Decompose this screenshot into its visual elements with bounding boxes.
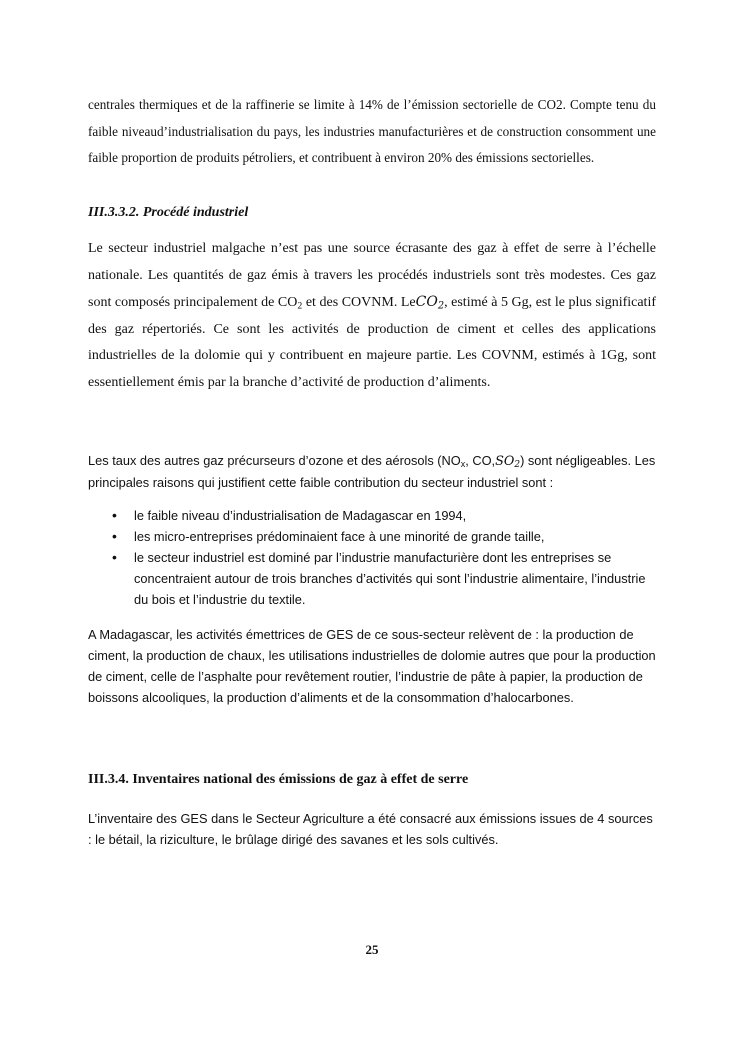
text-fragment: Le secteur industriel malgache n’est pas une source écrasante des gaz à effet de serre à l’échelle nationale. Les quantités de gaz émis à travers les procédés industriels sont très modestes. Ces gaz sont composés principalement de CO bbox=[88, 241, 656, 311]
math-co2 bbox=[416, 294, 444, 310]
paragraph-emissions-sectorielles: centrales thermiques et de la raffinerie se limite à 14% de l’émission sectorielle de CO2. Compte tenu du faible niveaud’industrialisation du pays, les industries manufacturières et de construction consomment une faible proportion de produits pétroliers, et contribuent à environ 20% des émissions sectorielles. bbox=[88, 97, 656, 165]
list-item: • le faible niveau d’industrialisation de Madagascar en 1994, bbox=[110, 505, 656, 526]
section-heading-procede-industriel: III.3.3.2. Procédé industriel bbox=[88, 205, 249, 220]
paragraph-autres-gaz bbox=[88, 450, 656, 493]
math-subscript: 2 bbox=[514, 460, 521, 471]
math-text: CO bbox=[415, 294, 438, 311]
text-fragment: Les taux des autres gaz précurseurs d’ozone et des aérosols (NO bbox=[88, 453, 461, 468]
reasons-list bbox=[110, 505, 656, 610]
paragraph-inventaire-agriculture: L’inventaire des GES dans le Secteur Agriculture a été consacré aux émissions issues de 4 sources : le bétail, la riziculture, le brûlage dirigé des savanes et les sols cultivés. bbox=[88, 811, 653, 847]
math-text: SO bbox=[495, 454, 515, 469]
page-number: 25 bbox=[365, 942, 379, 957]
text-fragment: ) sont négligeables. Les principales raisons qui justifient cette faible contribution du secteur industriel sont : bbox=[88, 453, 656, 490]
math-subscript: 2 bbox=[437, 300, 445, 312]
section-heading-inventaires: III.3.4. Inventaires national des émissions de gaz à effet de serre bbox=[88, 772, 469, 787]
list-item: • les micro-entreprises prédominaient face à une minorité de grande taille, bbox=[110, 526, 656, 547]
subscript: 2 bbox=[297, 300, 303, 312]
text-fragment: et des COVNM. Le bbox=[302, 295, 416, 311]
subscript: x bbox=[460, 459, 466, 470]
text-fragment: , CO, bbox=[465, 453, 496, 468]
paragraph-activites-emettrices: A Madagascar, les activités émettrices de GES de ce sous-secteur relèvent de : la production de ciment, la production de chaux, les utilisations industrielles de dolomie autres que pour la production de ciment, celle de l’asphalte pour revêtement routier, l’industrie de pâte à papier, la production de boissons alcooliques, la production d’aliments et de la consommation d’halocarbones. bbox=[88, 627, 656, 705]
list-item: • le secteur industriel est dominé par l’industrie manufacturière dont les entreprises se concentraient autour de trois branches d’activités qui sont l’industrie alimentaire, l’industrie du bois et l’industrie du textile. bbox=[110, 547, 656, 610]
math-so2 bbox=[495, 454, 520, 469]
paragraph-secteur-industriel bbox=[88, 236, 656, 397]
text-fragment: , estimé à 5 Gg, est le plus significatif des gaz répertoriés. Ce sont les activités de production de ciment et celles des applications industrielles de la dolomie qui y contribuent en majeure partie. Les COVNM, estimés à 1Gg, sont essentiellement émis par la branche d’activité de production d’aliments. bbox=[88, 295, 657, 390]
